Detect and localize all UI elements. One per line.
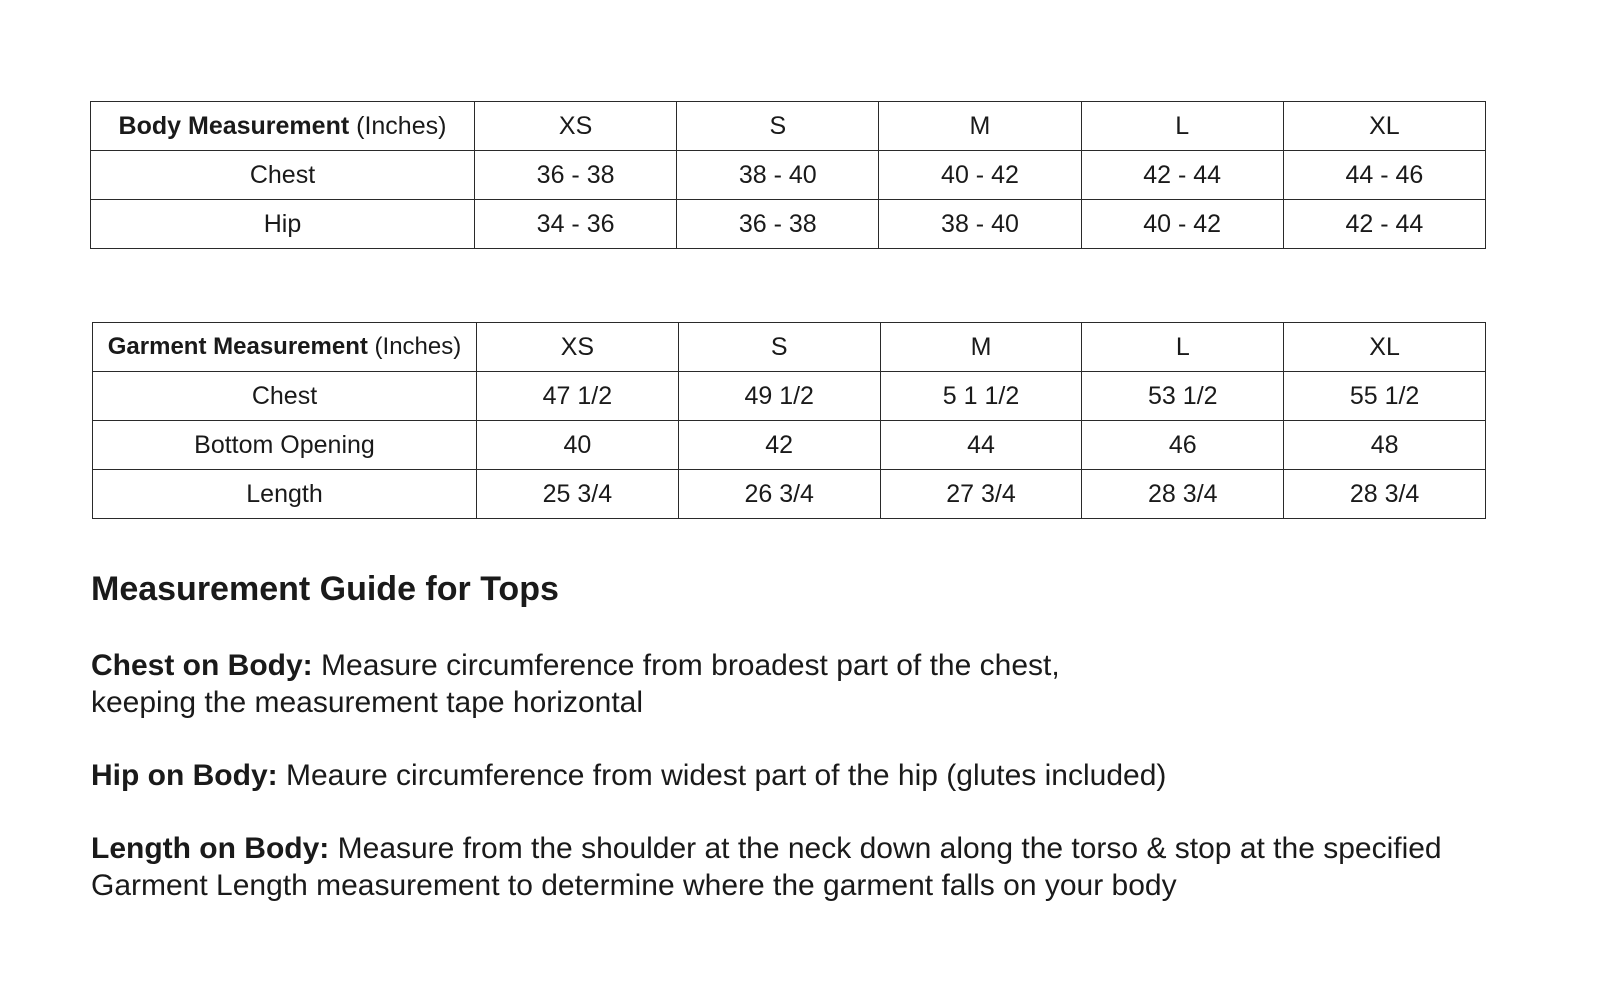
guide-text: Measure from the shoulder at the neck down along the torso & stop at the specified: [337, 832, 1442, 865]
table-cell: 34 - 36: [475, 200, 677, 249]
header-title: Body Measurement: [118, 111, 350, 140]
size-header-xs: XS: [477, 323, 679, 372]
body-measurement-table: [90, 101, 1486, 249]
guide-text-continued: Garment Length measurement to determine where the garment falls on your body: [91, 869, 1177, 902]
table-cell: 40 - 42: [1081, 200, 1283, 249]
guide-title: Measurement Guide for Tops: [91, 570, 559, 608]
guide-item-length: [91, 830, 1571, 904]
table-cell: 46: [1082, 421, 1284, 470]
table-cell: 28 3/4: [1284, 470, 1486, 519]
size-header-m: M: [880, 323, 1082, 372]
guide-item-hip: [91, 757, 1571, 794]
size-header-xs: XS: [475, 102, 677, 151]
table-cell: 47 1/2: [477, 372, 679, 421]
guide-term: Chest on Body:: [91, 649, 313, 682]
size-header-xl: XL: [1284, 323, 1486, 372]
table-cell: 36 - 38: [475, 151, 677, 200]
row-label: Chest: [93, 372, 477, 421]
size-header-s: S: [677, 102, 879, 151]
table-row: [93, 470, 1486, 519]
guide-text: Meaure circumference from widest part of the hip (glutes included): [285, 759, 1167, 792]
table-header-label: [91, 102, 475, 151]
table-cell: 42: [678, 421, 880, 470]
table-row: [91, 151, 1486, 200]
table-cell: 55 1/2: [1284, 372, 1486, 421]
table-header-label: [93, 323, 477, 372]
size-header-l: L: [1082, 323, 1284, 372]
table-cell: 36 - 38: [677, 200, 879, 249]
table-cell: 48: [1284, 421, 1486, 470]
row-label: Length: [93, 470, 477, 519]
table-cell: 28 3/4: [1082, 470, 1284, 519]
header-unit: (Inches): [356, 111, 447, 140]
guide-term: Hip on Body:: [91, 759, 278, 792]
table-cell: 40: [477, 421, 679, 470]
header-unit: (Inches): [374, 333, 462, 360]
row-label: Chest: [91, 151, 475, 200]
table-cell: 38 - 40: [677, 151, 879, 200]
table-cell: 44: [880, 421, 1082, 470]
size-header-m: M: [879, 102, 1081, 151]
row-label: Bottom Opening: [93, 421, 477, 470]
guide-line: [91, 830, 1571, 867]
table-cell: 5 1 1/2: [880, 372, 1082, 421]
guide-line: [91, 647, 1571, 684]
guide-line: [91, 757, 1571, 794]
table-cell: 38 - 40: [879, 200, 1081, 249]
measurement-guide: [91, 565, 1571, 940]
table-cell: 40 - 42: [879, 151, 1081, 200]
table-row: [93, 421, 1486, 470]
size-header-xl: XL: [1283, 102, 1485, 151]
garment-measurement-table: [92, 322, 1486, 519]
size-header-l: L: [1081, 102, 1283, 151]
table-header-row: [91, 102, 1486, 151]
table-cell: 26 3/4: [678, 470, 880, 519]
table-cell: 27 3/4: [880, 470, 1082, 519]
guide-text-continued: keeping the measurement tape horizontal: [91, 686, 644, 719]
header-title: Garment Measurement: [107, 333, 368, 360]
table-cell: 42 - 44: [1283, 200, 1485, 249]
table-header-row: [93, 323, 1486, 372]
guide-text: Measure circumference from broadest part of the chest,: [321, 649, 1060, 682]
table-cell: 42 - 44: [1081, 151, 1283, 200]
guide-item-chest: [91, 647, 1571, 721]
row-label: Hip: [91, 200, 475, 249]
size-header-s: S: [678, 323, 880, 372]
table-row: [91, 200, 1486, 249]
table-row: [93, 372, 1486, 421]
guide-term: Length on Body:: [91, 832, 330, 865]
table-cell: 44 - 46: [1283, 151, 1485, 200]
table-cell: 53 1/2: [1082, 372, 1284, 421]
table-cell: 25 3/4: [477, 470, 679, 519]
table-cell: 49 1/2: [678, 372, 880, 421]
